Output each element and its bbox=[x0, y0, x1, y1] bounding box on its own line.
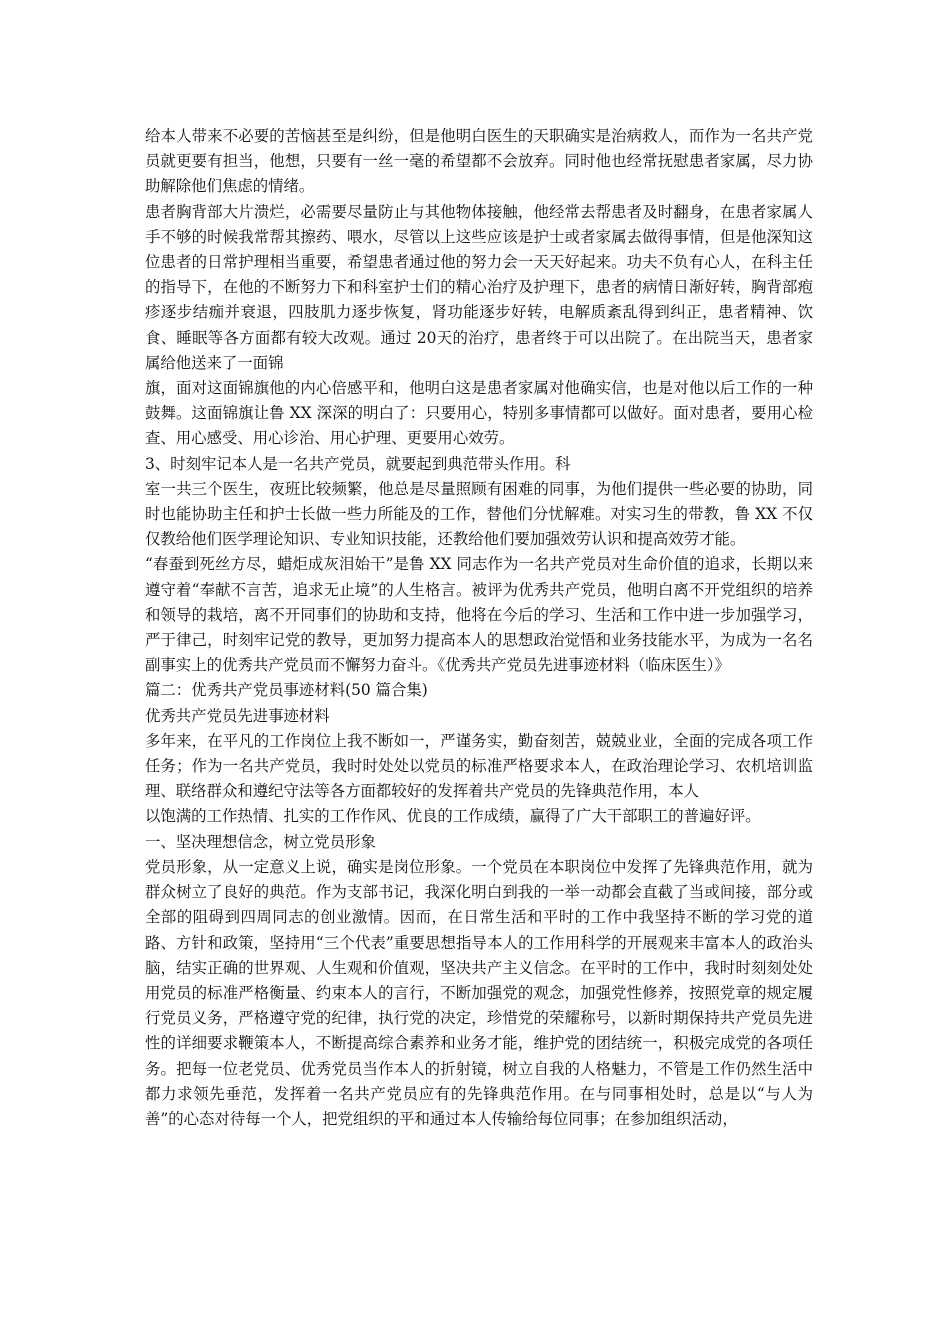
paragraph-7: 多年来，在平凡的工作岗位上我不断如一，严谨务实，勤奋刻苦，兢兢业业，全面的完成各项工作任务；作为一名共产党员，我时时处处以党员的标准严格要求本人，在政治理论学习、农机培训监理、联络群众和遵纪守法等各方面都较好的发挥着共产党员的先锋典范作用，本人 bbox=[145, 731, 813, 801]
paragraph-4: 3、时刻牢记本人是一名共产党员，就要起到典范带头作用。科 bbox=[145, 454, 571, 473]
paragraph-3: 旗，面对这面锦旗他的内心倍感平和，他明白这是患者家属对他确实信，也是对他以后工作的一种鼓舞。这面锦旗让鲁 XX 深深的明白了：只要用心，特别多事情都可以做好。面对患者，要用心检查、用心感受、用心诊治、用心护理、更要用心效劳。 bbox=[145, 379, 813, 448]
subsection-heading-1: 一、坚决理想信念，树立党员形象 bbox=[145, 832, 376, 851]
document-body bbox=[145, 124, 813, 1132]
paragraph-8: 以饱满的工作热情、扎实的工作作风、优良的工作成绩，赢得了广大干部职工的普遍好评。 bbox=[145, 807, 761, 826]
paragraph-1: 给本人带来不必要的苦恼甚至是纠纷，但是他明白医生的天职确实是治病救人，而作为一名共产党员就更要有担当，他想，只要有一丝一毫的希望都不会放弃。同时他也经常抚慰患者家属，尽力协助解除他们焦虑的情绪。 bbox=[145, 127, 813, 196]
section-heading-2: 篇二：优秀共产党员事迹材料(50 篇合集) bbox=[145, 681, 428, 700]
paragraph-6: “春蚕到死丝方尽，蜡炬成灰泪始干”是鲁 XX 同志作为一名共产党员对生命价值的追求，长期以来遵守着“奉献不言苦，追求无止境”的人生格言。被评为优秀共产党员，他明白离不开党组织的培养和领导的栽培，离不开同事们的协助和支持，他将在今后的学习、生活和工作中进一步加强学习，严于律己，时刻牢记党的教导，更加努力提高本人的思想政治觉悟和业务技能水平，为成为一名名副事实上的优秀共产党员而不懈努力奋斗。《优秀共产党员先进事迹材料（临床医生）》 bbox=[145, 555, 813, 675]
paragraph-2: 患者胸背部大片溃烂，必需要尽量防止与其他物体接触，他经常去帮患者及时翻身，在患者家属人手不够的时候我常帮其擦药、喂水，尽管以上这些应该是护士或者家属去做得事情，但是他深知这位患者的日常护理相当重要，希望患者通过他的努力会一天天好起来。功夫不负有心人，在科主任的指导下，在他的不断努力下和科室护士们的精心治疗及护理下，患者的病情日渐好转，胸背部疱疹逐步结痂并衰退，四肢肌力逐步恢复，肾功能逐步好转，电解质紊乱得到纠正，患者精神、饮食、睡眠等各方面都有较大改观。通过 20天的治疗，患者终于可以出院了。在出院当天，患者家属给他送来了一面锦 bbox=[145, 202, 813, 372]
paragraph-5: 室一共三个医生，夜班比较频繁，他总是尽量照顾有困难的同事，为他们提供一些必要的协助，同时也能协助主任和护士长做一些力所能及的工作，替他们分忧解难。对实习生的带教，鲁 XX 不仅仅教给他们医学理论知识、专业知识技能，还教给他们要加强效劳认识和提高效劳才能。 bbox=[145, 479, 813, 549]
paragraph-9: 党员形象，从一定意义上说，确实是岗位形象。一个党员在本职岗位中发挥了先锋典范作用，就为群众树立了良好的典范。作为支部书记，我深化明白到我的一举一动都会直截了当或间接，部分或全部的阻碍到四周同志的创业激情。因而，在日常生活和平时的工作中我坚持不断的学习党的道路、方针和政策，坚持用“三个代表”重要思想指导本人的工作用科学的开展观来丰富本人的政治头脑，结实正确的世界观、人生观和价值观，坚决共产主义信念。在平时的工作中，我时时刻刻处处用党员的标准严格衡量、约束本人的言行，不断加强党的观念，加强党性修养，按照党章的规定履行党员义务，严格遵守党的纪律，执行党的决定，珍惜党的荣耀称号，以新时期保持共产党员先进性的详细要求鞭策本人，不断提高综合素养和业务才能，维护党的团结统一，积极完成党的各项任务。把每一位老党员、优秀党员当作本人的折射镜，树立自我的人格魅力，不管是工作仍然生活中都力求领先垂范，发挥着一名共产党员应有的先锋典范作用。在与同事相处时，总是以“与人为善”的心态对待每一个人，把党组织的平和通过本人传输给每位同事；在参加组织活动， bbox=[145, 857, 813, 1128]
section-subtitle: 优秀共产党员先进事迹材料 bbox=[145, 706, 330, 725]
